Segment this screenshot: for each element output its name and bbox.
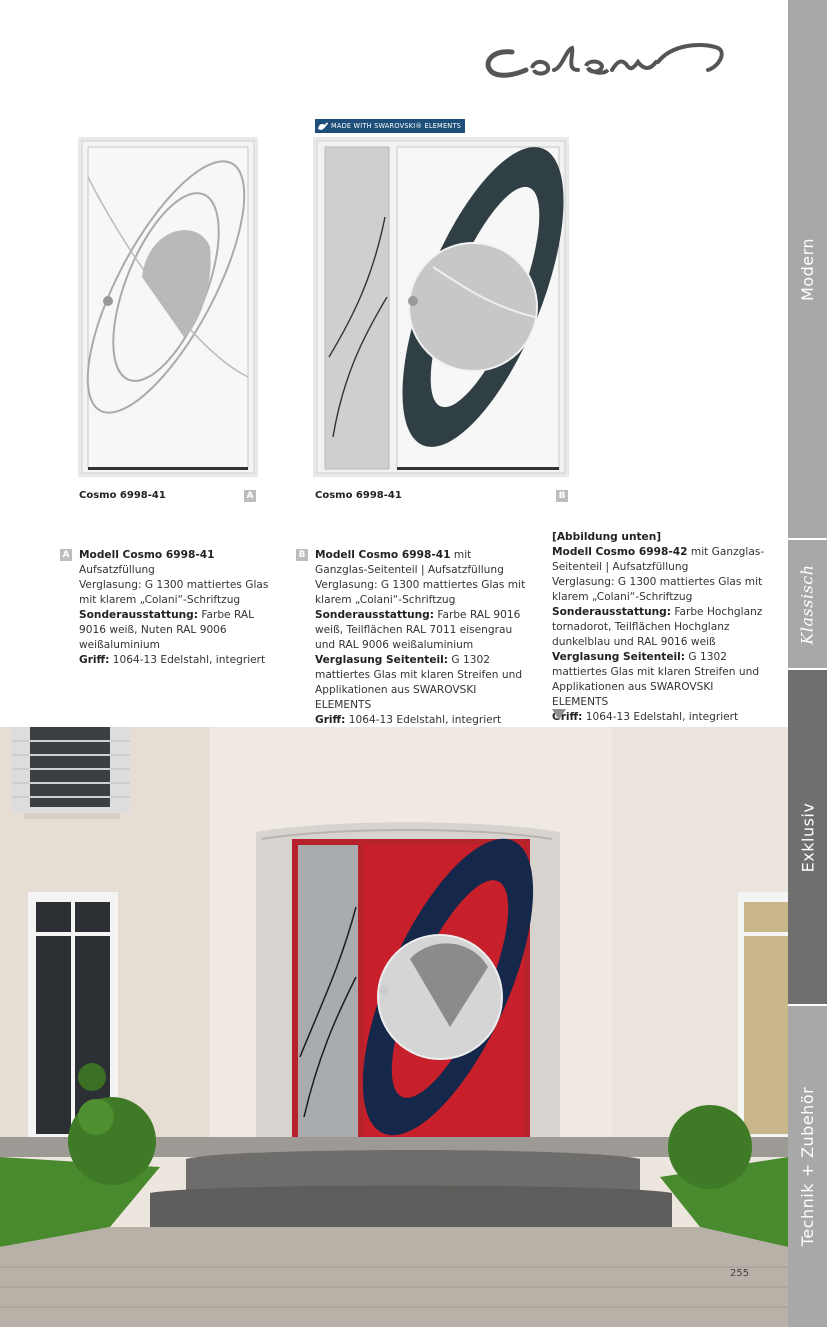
colani-logo bbox=[482, 40, 730, 86]
model-rest: Aufsatzfüllung bbox=[79, 564, 155, 576]
extras-text: Farbe RAL 9016 weiß, Teilflächen RAL 7011 eisengrau und RAL 9006 weißaluminium bbox=[315, 609, 521, 651]
glass-text: Verglasung: G 1300 mattiertes Glas mit klarem „Colani“-Schriftzug bbox=[315, 579, 526, 606]
model-rest: mit Ganzglas-Seitenteil | Aufsatzfüllung bbox=[315, 549, 504, 576]
extras-text: Farbe Hochglanz tornadorot, Teilflächen Hochglanz dunkelblau und RAL 9016 weiß bbox=[552, 606, 763, 648]
extras-label: Sonderausstattung: bbox=[315, 609, 434, 621]
badge-text: MADE WITH SWAROVSKI® ELEMENTS bbox=[331, 122, 462, 130]
model-rest: mit Ganzglas-Seitenteil | Aufsatzfüllung bbox=[552, 546, 765, 573]
tab-exklusiv-label: Exklusiv bbox=[798, 802, 817, 872]
model-label: Modell Cosmo 6998-41 bbox=[315, 549, 451, 561]
house-entrance-photo bbox=[0, 727, 788, 1327]
handle-text: 1064-13 Edelstahl, integriert bbox=[582, 711, 739, 723]
page-number: 255 bbox=[730, 1268, 750, 1279]
extras-label: Sonderausstattung: bbox=[79, 609, 198, 621]
tab-klassisch-label: Klassisch bbox=[798, 563, 817, 645]
side-glass-label: Verglasung Seitenteil: bbox=[552, 651, 686, 663]
handle-text: 1064-13 Edelstahl, integriert bbox=[345, 714, 502, 726]
description-a bbox=[62, 548, 277, 668]
model-label: Modell Cosmo 6998-42 bbox=[552, 546, 688, 558]
description-b bbox=[298, 548, 527, 728]
door-image-cosmo-a bbox=[78, 137, 258, 477]
tab-technik-zubehoer[interactable] bbox=[788, 1006, 827, 1327]
handle-label: Griff: bbox=[315, 714, 346, 726]
description-a-letter: A bbox=[60, 549, 72, 561]
extras-label: Sonderausstattung: bbox=[552, 606, 671, 618]
tab-klassisch[interactable] bbox=[788, 540, 827, 668]
caption-a-letter: A bbox=[244, 490, 256, 502]
arrow-down-icon bbox=[552, 709, 566, 720]
tab-technik-zubehoer-label: Technik + Zubehör bbox=[798, 1086, 817, 1247]
door-image-cosmo-b bbox=[313, 137, 569, 477]
description-b-letter: B bbox=[296, 549, 308, 561]
tab-modern[interactable] bbox=[788, 0, 827, 538]
side-glass-text: G 1302 mattiertes Glas mit klaren Streifen und Applikationen aus SWAROVSKI ELEMENTS bbox=[315, 654, 523, 711]
glass-text: Verglasung: G 1300 mattiertes Glas mit klarem „Colani“-Schriftzug bbox=[79, 579, 269, 606]
figure-header: [Abbildung unten] bbox=[552, 531, 662, 543]
side-glass-text: G 1302 mattiertes Glas mit klaren Streifen und Applikationen aus SWAROVSKI ELEMENTS bbox=[552, 651, 760, 708]
caption-b: Cosmo 6998-41 bbox=[315, 490, 402, 501]
handle-label: Griff: bbox=[552, 711, 583, 723]
tab-modern-label: Modern bbox=[798, 237, 817, 301]
handle-label: Griff: bbox=[79, 654, 110, 666]
swan-icon bbox=[316, 120, 330, 132]
extras-text: Farbe RAL 9016 weiß, Nuten RAL 9006 weißaluminium bbox=[79, 609, 255, 651]
model-label: Modell Cosmo 6998-41 bbox=[79, 549, 215, 561]
handle-text: 1064-13 Edelstahl, integriert bbox=[109, 654, 266, 666]
description-c bbox=[552, 530, 770, 725]
caption-a: Cosmo 6998-41 bbox=[79, 490, 166, 501]
section-sidebar bbox=[788, 0, 827, 1327]
tab-exklusiv[interactable] bbox=[788, 670, 827, 1004]
glass-text: Verglasung: G 1300 mattiertes Glas mit klarem „Colani“-Schriftzug bbox=[552, 576, 763, 603]
caption-b-letter: B bbox=[556, 490, 568, 502]
swarovski-badge bbox=[315, 119, 465, 133]
side-glass-label: Verglasung Seitenteil: bbox=[315, 654, 449, 666]
